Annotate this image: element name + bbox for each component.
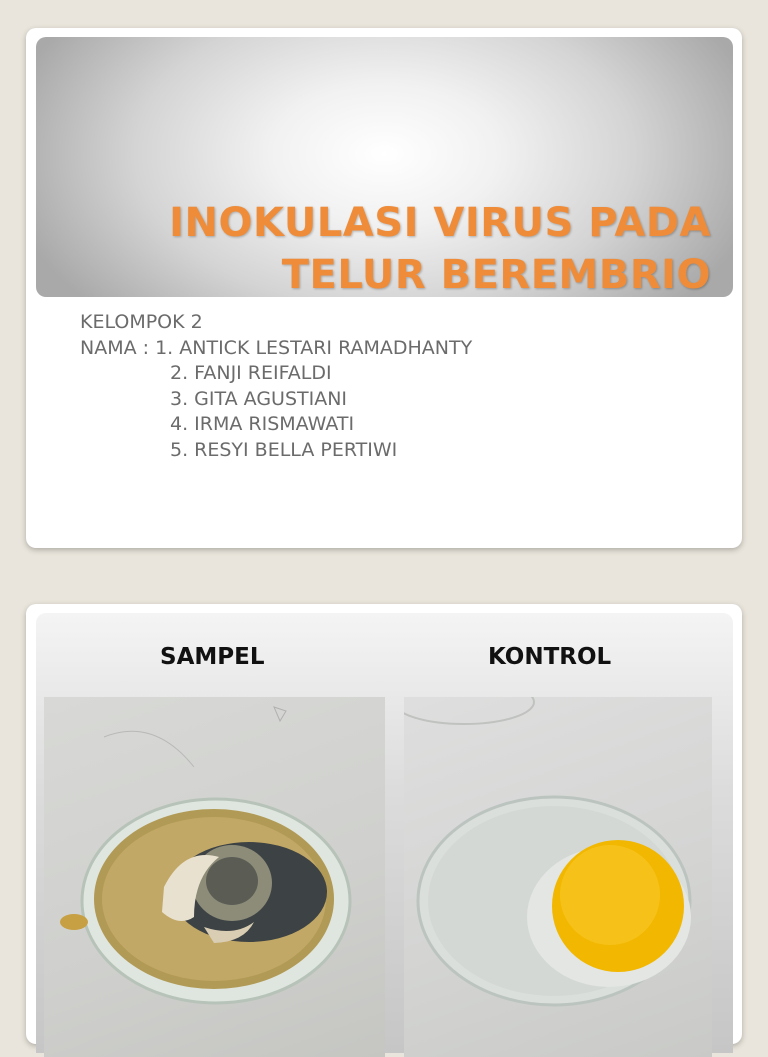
slide-comparison — [26, 604, 742, 1044]
sample-label: SAMPEL — [160, 644, 265, 670]
slide-title — [26, 28, 742, 548]
control-egg-photo — [404, 697, 712, 1057]
sample-egg-illustration — [44, 697, 385, 1057]
member-1: 1. ANTICK LESTARI RAMADHANTY — [155, 336, 473, 359]
group-members — [80, 310, 472, 463]
member-2: 2. FANJI REIFALDI — [170, 362, 332, 384]
member-5: 5. RESYI BELLA PERTIWI — [170, 438, 398, 461]
slide-title-text — [169, 197, 711, 301]
control-label: KONTROL — [488, 644, 612, 670]
member-line-1 — [80, 336, 472, 362]
title-line-2: TELUR BEREMBRIO — [281, 252, 711, 298]
title-line-1: INOKULASI VIRUS PADA — [169, 200, 711, 246]
title-band — [36, 37, 733, 297]
member-4: 4. IRMA RISMAWATI — [170, 413, 355, 435]
sample-egg-photo — [44, 697, 385, 1057]
group-name: KELOMPOK 2 — [80, 311, 203, 333]
member-3: 3. GITA AGUSTIANI — [170, 387, 348, 410]
control-egg-illustration — [404, 697, 712, 1057]
members-prefix: NAMA : — [80, 336, 156, 359]
